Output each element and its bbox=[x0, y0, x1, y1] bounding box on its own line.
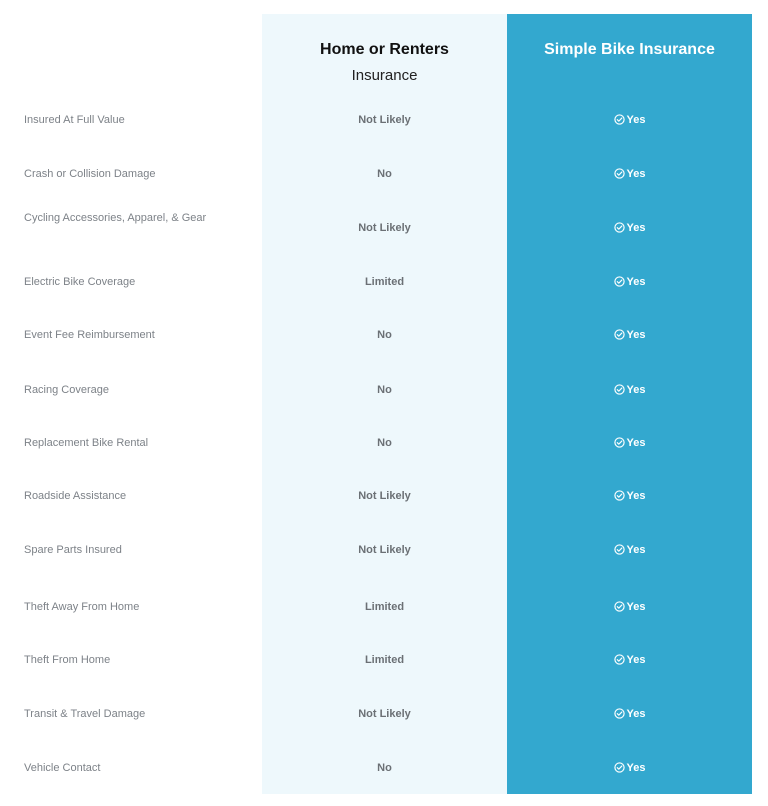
feature-label: Crash or Collision Damage bbox=[24, 168, 156, 180]
home-renters-value: Limited bbox=[364, 276, 405, 288]
simple-bike-value-text: Yes bbox=[626, 437, 646, 449]
feature-label: Roadside Assistance bbox=[24, 490, 127, 502]
simple-bike-value-text: Yes bbox=[626, 490, 646, 502]
home-renters-value: No bbox=[377, 329, 392, 341]
simple-bike-value bbox=[507, 272, 752, 294]
simple-bike-value-text: Yes bbox=[626, 114, 646, 126]
check-circle-icon bbox=[614, 112, 625, 132]
check-circle-icon bbox=[614, 327, 625, 347]
table-row bbox=[0, 540, 752, 560]
feature-label: Theft Away From Home bbox=[24, 601, 140, 613]
check-circle-icon bbox=[614, 435, 625, 455]
home-renters-value: Limited bbox=[364, 654, 405, 666]
simple-bike-value bbox=[507, 650, 752, 672]
home-renters-value: No bbox=[377, 384, 392, 396]
simple-bike-value bbox=[507, 164, 752, 186]
feature-label: Insured At Full Value bbox=[24, 114, 125, 126]
simple-bike-value-text: Yes bbox=[626, 654, 646, 666]
simple-bike-value bbox=[507, 433, 752, 455]
simple-bike-value-text: Yes bbox=[626, 384, 646, 396]
simple-bike-value-text: Yes bbox=[626, 762, 646, 774]
simple-bike-title: Simple Bike Insurance bbox=[544, 41, 715, 58]
simple-bike-value-text: Yes bbox=[626, 276, 646, 288]
simple-bike-value bbox=[507, 540, 752, 562]
feature-label: Event Fee Reimbursement bbox=[24, 329, 155, 341]
simple-bike-value bbox=[507, 704, 752, 726]
table-row bbox=[0, 597, 752, 617]
feature-label: Vehicle Contact bbox=[24, 762, 101, 774]
table-row bbox=[0, 325, 752, 345]
check-circle-icon bbox=[614, 166, 625, 186]
feature-label: Racing Coverage bbox=[24, 384, 109, 396]
simple-bike-value-text: Yes bbox=[626, 601, 646, 613]
simple-bike-value bbox=[507, 486, 752, 508]
table-row bbox=[0, 212, 752, 238]
home-renters-value: Not Likely bbox=[358, 544, 411, 556]
home-renters-value: No bbox=[377, 168, 392, 180]
home-renters-column bbox=[262, 14, 507, 794]
feature-label: Electric Bike Coverage bbox=[24, 276, 136, 288]
home-renters-value: Not Likely bbox=[358, 490, 411, 502]
simple-bike-value-text: Yes bbox=[626, 544, 646, 556]
simple-bike-value-text: Yes bbox=[626, 168, 646, 180]
simple-bike-value bbox=[507, 597, 752, 619]
table-row bbox=[0, 758, 752, 778]
simple-bike-value-text: Yes bbox=[626, 708, 646, 720]
simple-bike-value-text: Yes bbox=[626, 329, 646, 341]
simple-bike-value bbox=[507, 110, 752, 132]
table-row bbox=[0, 650, 752, 670]
check-circle-icon bbox=[614, 599, 625, 619]
table-row bbox=[0, 486, 752, 506]
home-renters-subtitle: Insurance bbox=[351, 67, 418, 84]
simple-bike-value bbox=[507, 218, 752, 240]
feature-label: Theft From Home bbox=[24, 654, 111, 666]
check-circle-icon bbox=[614, 760, 625, 780]
home-renters-value: Limited bbox=[364, 601, 405, 613]
home-renters-value: Not Likely bbox=[358, 708, 411, 720]
check-circle-icon bbox=[614, 542, 625, 562]
check-circle-icon bbox=[614, 220, 625, 240]
check-circle-icon bbox=[614, 652, 625, 672]
check-circle-icon bbox=[614, 382, 625, 402]
home-renters-value: Not Likely bbox=[358, 114, 411, 126]
simple-bike-value bbox=[507, 325, 752, 347]
home-renters-value: Not Likely bbox=[358, 222, 411, 234]
table-row bbox=[0, 164, 752, 184]
table-row bbox=[0, 433, 752, 453]
table-row bbox=[0, 704, 752, 724]
home-renters-title: Home or Renters bbox=[320, 41, 449, 58]
feature-label: Replacement Bike Rental bbox=[24, 437, 149, 449]
simple-bike-value-text: Yes bbox=[626, 222, 646, 234]
simple-bike-value bbox=[507, 380, 752, 402]
table-row bbox=[0, 380, 752, 400]
feature-label: Transit & Travel Damage bbox=[24, 708, 146, 720]
check-circle-icon bbox=[614, 488, 625, 508]
feature-label: Cycling Accessories, Apparel, & Gear bbox=[24, 212, 207, 224]
home-renters-value: No bbox=[377, 437, 392, 449]
table-row bbox=[0, 110, 752, 130]
check-circle-icon bbox=[614, 274, 625, 294]
simple-bike-value bbox=[507, 758, 752, 780]
table-row bbox=[0, 272, 752, 292]
home-renters-header bbox=[262, 38, 507, 90]
check-circle-icon bbox=[614, 706, 625, 726]
feature-label: Spare Parts Insured bbox=[24, 544, 122, 556]
home-renters-value: No bbox=[377, 762, 392, 774]
